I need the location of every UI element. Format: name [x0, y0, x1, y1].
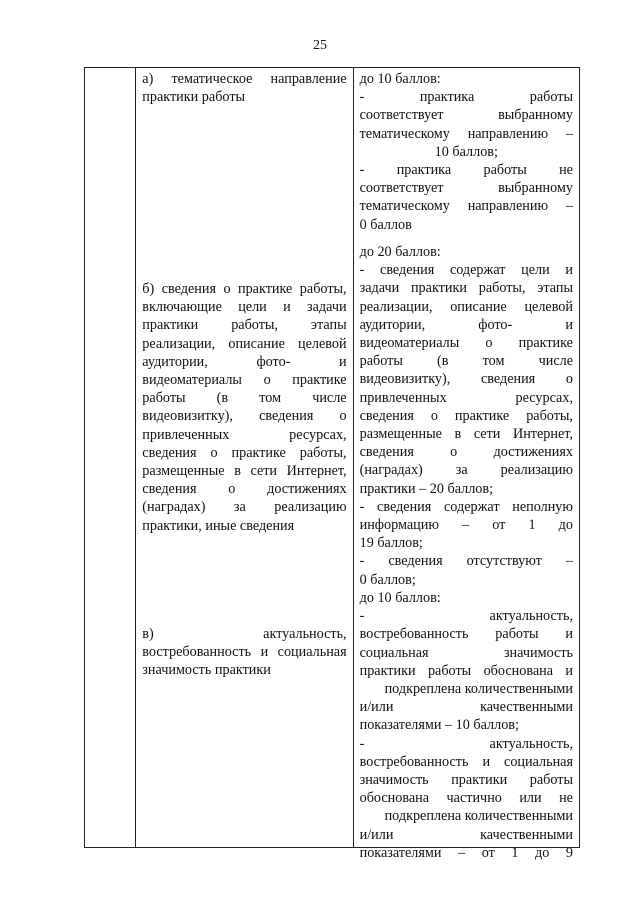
- text-line: аудитории, фото- и: [142, 353, 347, 370]
- text-line: 0 баллов;: [359, 571, 416, 588]
- text-line: практики – 20 баллов;: [359, 480, 494, 497]
- text-line: а) тематическое направление: [142, 71, 347, 87]
- text-line: (наградах) за реализацию: [142, 499, 347, 516]
- criteria-table: [84, 67, 580, 861]
- text-line: - актуальность,: [359, 608, 573, 625]
- text-line: практики, иные сведения: [142, 517, 295, 534]
- text-line: аудитории, фото- и: [359, 316, 573, 333]
- scoring-column-cell: [353, 68, 579, 861]
- text-line: информацию – от 1 до: [359, 517, 573, 534]
- text-line: до 10 баллов:: [359, 590, 441, 606]
- text-line: размещенные в сети Интернет,: [142, 463, 347, 480]
- text-line: задачи практики работы, этапы: [359, 280, 573, 297]
- text-line: значимость практики работы: [359, 772, 573, 789]
- text-line: - сведения содержат цели и: [359, 262, 573, 279]
- text-line: включающие цели и задачи: [142, 299, 347, 316]
- text-line: работы (в том числе: [359, 353, 573, 370]
- text-line: - сведения содержат неполную: [359, 498, 573, 515]
- text-line: востребованность и социальная: [142, 644, 347, 661]
- text-line: видеоматериалы о практике: [359, 335, 573, 352]
- text-line: 0 баллов: [359, 216, 412, 233]
- text-line: 19 баллов;: [359, 535, 423, 552]
- text-line: и/или качественными: [359, 699, 573, 716]
- text-line: значимость практики: [142, 662, 271, 679]
- text-line: видеовизитку), сведения о: [142, 408, 347, 425]
- text-line: (наградах) за реализацию: [359, 462, 573, 479]
- text-line: сведения о достижениях: [359, 444, 573, 461]
- text-line: реализации, описание целевой: [142, 335, 347, 352]
- text-line: практики работы: [142, 89, 246, 106]
- text-line: привлеченных ресурсах,: [359, 389, 573, 406]
- text-line: сведения о практике работы,: [142, 444, 347, 461]
- number-column-cell: [85, 68, 136, 848]
- criterion-a-scoring: [360, 70, 573, 234]
- text-line: - актуальность,: [359, 735, 573, 752]
- text-line: соответствует выбранному: [359, 107, 573, 124]
- text-line: практики работы обоснована и: [359, 662, 573, 679]
- text-line: показателями – 10 баллов;: [359, 717, 519, 734]
- text-line: - сведения отсутствуют –: [359, 553, 573, 570]
- text-line: практики работы, этапы: [142, 317, 347, 334]
- text-line: 10 баллов;: [434, 143, 498, 160]
- criteria-column-cell: [136, 68, 353, 848]
- text-line: б) сведения о практике работы,: [142, 281, 347, 297]
- text-line: в) актуальность,: [142, 626, 347, 642]
- text-line: подкреплена количественными: [384, 681, 573, 698]
- text-line: до 20 баллов:: [359, 244, 441, 260]
- text-line: показателями – от 1 до 9: [359, 844, 573, 861]
- criterion-b-label: [142, 280, 346, 535]
- criterion-c-label: [142, 625, 346, 680]
- criterion-b-scoring: [360, 243, 573, 589]
- text-line: социальная значимость: [359, 644, 573, 661]
- page-number: 25: [313, 38, 327, 53]
- text-line: - практика работы не: [359, 162, 573, 179]
- text-line: - практика работы: [359, 89, 573, 106]
- text-line: до 10 баллов:: [359, 71, 441, 87]
- text-line: обоснована частично или не: [359, 790, 573, 807]
- text-line: и/или качественными: [359, 826, 573, 843]
- criterion-c-scoring: [360, 589, 573, 862]
- text-line: видеовизитку), сведения о: [359, 371, 573, 388]
- text-line: видеоматериалы о практике: [142, 372, 347, 389]
- text-line: сведения о достижениях: [142, 481, 347, 498]
- text-line: тематическому направлению –: [359, 125, 573, 142]
- text-line: привлеченных ресурсах,: [142, 426, 347, 443]
- text-line: соответствует выбранному: [359, 180, 573, 197]
- table-row: [85, 68, 580, 848]
- text-line: сведения о практике работы,: [359, 407, 573, 424]
- text-line: тематическому направлению –: [359, 198, 573, 215]
- text-line: востребованность работы и: [359, 626, 573, 643]
- text-line: подкреплена количественными: [384, 808, 573, 825]
- text-line: размещенные в сети Интернет,: [359, 426, 573, 443]
- text-line: реализации, описание целевой: [359, 298, 573, 315]
- text-line: работы (в том числе: [142, 390, 347, 407]
- text-line: востребованность и социальная: [359, 753, 573, 770]
- criterion-a-label: [142, 70, 346, 106]
